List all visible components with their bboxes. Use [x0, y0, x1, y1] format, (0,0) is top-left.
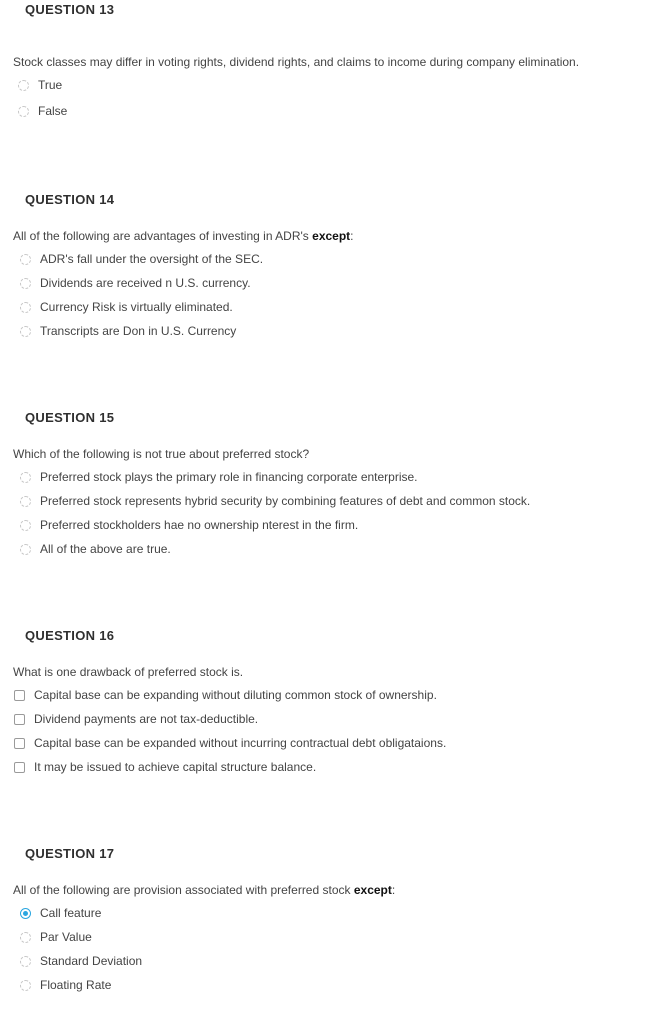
option-label: Floating Rate: [40, 978, 112, 992]
radio-button[interactable]: [18, 106, 29, 117]
q14-option-1[interactable]: [20, 252, 263, 266]
q16-option-4[interactable]: [14, 760, 316, 774]
except-emphasis: except: [353, 883, 392, 897]
option-label: ADR's fall under the oversight of the SEC.: [40, 252, 264, 266]
q15-option-2[interactable]: [20, 494, 530, 508]
radio-button[interactable]: [20, 932, 31, 943]
option-label: False: [38, 104, 68, 118]
checkbox[interactable]: [14, 714, 25, 725]
q16-option-2[interactable]: [14, 712, 258, 726]
option-label: Preferred stock plays the primary role in financing corporate enterprise.: [40, 470, 418, 484]
radio-button[interactable]: [20, 520, 31, 531]
option-label: Capital base can be expanded without incurring contractual debt obligataions.: [34, 736, 447, 750]
q16-option-3[interactable]: [14, 736, 446, 750]
except-emphasis: except: [312, 229, 351, 243]
q14-option-4[interactable]: [20, 324, 236, 338]
question-16-title: QUESTION 16: [25, 628, 115, 643]
option-label: Dividend payments are not tax-deductible.: [34, 712, 259, 726]
radio-button[interactable]: [20, 544, 31, 555]
question-14-title: QUESTION 14: [25, 192, 115, 207]
question-15-text: Which of the following is not true about preferred stock?: [13, 447, 310, 461]
q17-option-3[interactable]: [20, 954, 142, 968]
radio-button[interactable]: [20, 956, 31, 967]
option-label: Capital base can be expanding without diluting common stock of ownership.: [34, 688, 437, 702]
radio-button[interactable]: [20, 278, 31, 289]
option-label: Currency Risk is virtually eliminated.: [40, 300, 233, 314]
checkbox[interactable]: [14, 690, 25, 701]
option-label: It may be issued to achieve capital structure balance.: [34, 760, 317, 774]
q15-option-1[interactable]: [20, 470, 418, 484]
question-16-text: What is one drawback of preferred stock is.: [13, 665, 244, 679]
radio-button[interactable]: [20, 980, 31, 991]
q13-option-false[interactable]: [18, 104, 67, 118]
radio-button[interactable]: [20, 302, 31, 313]
option-label: Preferred stockholders hae no ownership nterest in the firm.: [40, 518, 359, 532]
option-label: Par Value: [40, 930, 92, 944]
option-label: Call feature: [40, 906, 102, 920]
radio-button[interactable]: [20, 496, 31, 507]
option-label: Preferred stock represents hybrid security by combining features of debt and common stock.: [40, 494, 531, 508]
radio-button-selected[interactable]: [20, 908, 31, 919]
question-15-title: QUESTION 15: [25, 410, 115, 425]
q13-option-true[interactable]: [18, 78, 62, 92]
q17-option-4[interactable]: [20, 978, 111, 992]
question-13-text: Stock classes may differ in voting rights, dividend rights, and claims to income during company elimination.: [13, 55, 580, 69]
radio-button[interactable]: [20, 254, 31, 265]
q14-option-3[interactable]: [20, 300, 233, 314]
option-label: Standard Deviation: [40, 954, 143, 968]
question-17-title: QUESTION 17: [25, 846, 115, 861]
option-label: Dividends are received n U.S. currency.: [40, 276, 251, 290]
question-13-title: QUESTION 13: [25, 2, 115, 17]
radio-button[interactable]: [20, 472, 31, 483]
checkbox[interactable]: [14, 738, 25, 749]
q17-option-1[interactable]: [20, 906, 101, 920]
option-label: True: [38, 78, 63, 92]
radio-button[interactable]: [18, 80, 29, 91]
q15-option-3[interactable]: [20, 518, 358, 532]
radio-button[interactable]: [20, 326, 31, 337]
q15-option-4[interactable]: [20, 542, 171, 556]
q14-option-2[interactable]: [20, 276, 251, 290]
checkbox[interactable]: [14, 762, 25, 773]
option-label: All of the above are true.: [40, 542, 171, 556]
question-17-text: All of the following are provision associated with preferred stock except:: [13, 883, 396, 897]
question-14-text: All of the following are advantages of investing in ADR's except:: [13, 229, 354, 243]
q16-option-1[interactable]: [14, 688, 437, 702]
option-label: Transcripts are Don in U.S. Currency: [40, 324, 237, 338]
q17-option-2[interactable]: [20, 930, 92, 944]
